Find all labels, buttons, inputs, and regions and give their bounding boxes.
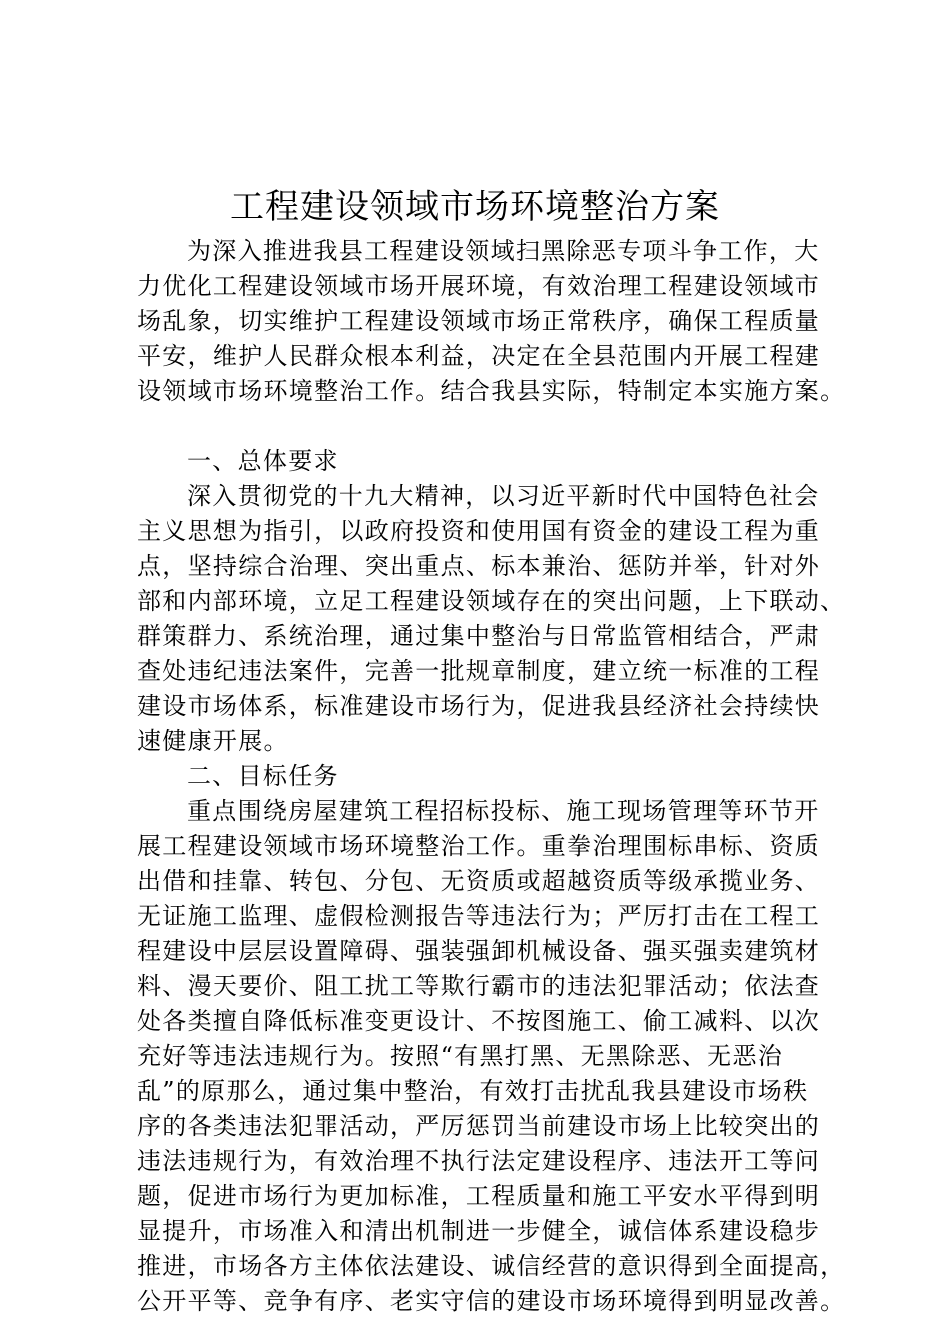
paragraph-line: 平安，维护人民群众根本利益，决定在全县范围内开展工程建: [137, 342, 821, 370]
paragraph-line: 违法违规行为，有效治理不执行法定建设程序、违法开工等问: [137, 1147, 821, 1175]
paragraph-line: 推进，市场各方主体依法建设、诚信经营的意识得到全面提高，: [137, 1252, 846, 1280]
paragraph-line: 深入贯彻党的十九大精神，以习近平新时代中国特色社会: [187, 482, 820, 510]
paragraph-line: 点，坚持综合治理、突出重点、标本兼治、惩防并举，针对外: [137, 552, 821, 580]
paragraph-line: 料、漫天要价、阻工扰工等欺行霸市的违法犯罪活动；依法查: [137, 972, 821, 1000]
paragraph-line: 题，促进市场行为更加标准，工程质量和施工平安水平得到明: [137, 1182, 821, 1210]
paragraph-line: 为深入推进我县工程建设领域扫黑除恶专项斗争工作，大: [187, 237, 820, 265]
paragraph-line: 无证施工监理、虚假检测报告等违法行为；严厉打击在工程工: [137, 902, 821, 930]
document-title: 工程建设领域市场环境整治方案: [230, 187, 720, 227]
paragraph-line: 充好等违法违规行为。按照“有黑打黑、无黑除恶、无恶治: [137, 1042, 784, 1070]
paragraph-line: 设领域市场环境整治工作。结合我县实际，特制定本实施方案。: [137, 377, 846, 405]
paragraph-line: 显提升，市场准入和清出机制进一步健全，诚信体系建设稳步: [137, 1217, 821, 1245]
section-heading-goals-tasks: 二、目标任务: [187, 762, 339, 790]
section-heading-general-requirements: 一、总体要求: [187, 447, 339, 475]
paragraph-line: 群策群力、系统治理，通过集中整治与日常监管相结合，严肃: [137, 622, 821, 650]
section-goals-tasks-paragraph: [137, 794, 846, 1319]
document-body: [137, 234, 846, 1319]
paragraph-line: 乱”的原那么，通过集中整治，有效打击扰乱我县建设市场秩: [137, 1077, 809, 1105]
paragraph-line: 力优化工程建设领域市场开展环境，有效治理工程建设领域市: [137, 272, 821, 300]
paragraph-line: 出借和挂靠、转包、分包、无资质或超越资质等级承揽业务、: [137, 867, 821, 895]
intro-paragraph: [137, 234, 846, 409]
section-general-requirements-paragraph: [137, 479, 846, 759]
paragraph-line: 公开平等、竞争有序、老实守信的建设市场环境得到明显改善。: [137, 1287, 846, 1315]
paragraph-line: 速健康开展。: [137, 727, 289, 755]
paragraph-line: 部和内部环境，立足工程建设领域存在的突出问题，上下联动、: [137, 587, 846, 615]
paragraph-line: 处各类擅自降低标准变更设计、不按图施工、偷工减料、以次: [137, 1007, 821, 1035]
paragraph-gap: [137, 409, 837, 444]
paragraph-line: 建设市场体系，标准建设市场行为，促进我县经济社会持续快: [137, 692, 821, 720]
paragraph-line: 序的各类违法犯罪活动，严厉惩罚当前建设市场上比较突出的: [137, 1112, 821, 1140]
paragraph-line: 场乱象，切实维护工程建设领域市场正常秩序，确保工程质量: [137, 307, 821, 335]
paragraph-line: 重点围绕房屋建筑工程招标投标、施工现场管理等环节开: [187, 797, 820, 825]
paragraph-line: 主义思想为指引，以政府投资和使用国有资金的建设工程为重: [137, 517, 821, 545]
paragraph-line: 查处违纪违法案件，完善一批规章制度，建立统一标准的工程: [137, 657, 821, 685]
paragraph-line: 展工程建设领域市场环境整治工作。重拳治理围标串标、资质: [137, 832, 821, 860]
paragraph-line: 程建设中层层设置障碍、强装强卸机械设备、强买强卖建筑材: [137, 937, 821, 965]
